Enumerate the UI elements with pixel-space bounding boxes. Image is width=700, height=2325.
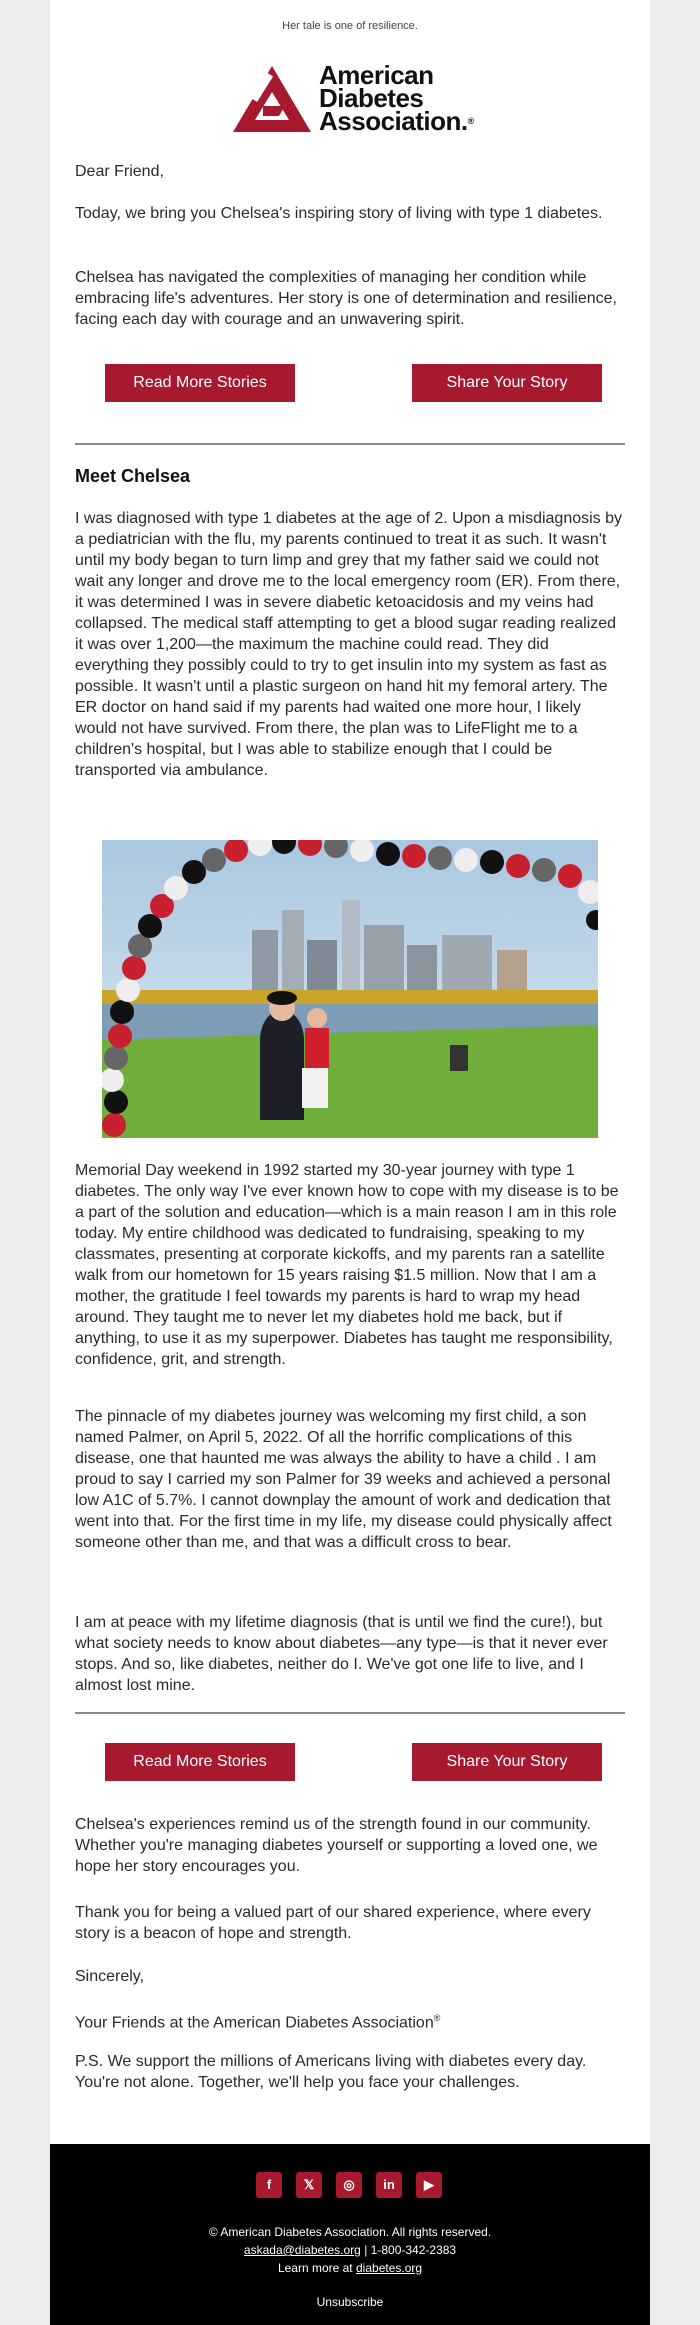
closing-paragraph-1: Chelsea's experiences remind us of the strength found in our community. Whether you're managing diabetes yourself or supporting a loved one, we hope her story encourages you. [75,1816,598,1875]
learn-more-prefix: Learn more at [277,2261,353,2275]
x-icon[interactable]: 𝕏 [296,2172,322,2198]
unsubscribe-link[interactable]: Unsubscribe [316,2295,384,2309]
contact-line [50,2243,650,2257]
ada-logo[interactable] [233,60,474,138]
footer [50,2144,650,2325]
divider [75,1712,625,1714]
facebook-icon[interactable]: f [256,2172,282,2198]
read-more-stories-button[interactable]: Read More Stories [105,1743,295,1781]
learn-more-line [50,2261,650,2275]
meet-chelsea-heading: Meet Chelsea [75,466,191,486]
logo-reg-mark: ® [467,116,474,126]
balloon-arch-photo [102,840,598,1138]
intro-paragraph-2: Chelsea has navigated the complexities of managing her condition while embracing life's adventures. Her story is one of determination and resilience, facing each day with courage and an unwavering spirit. [75,269,617,328]
phone-number: 1-800-342-2383 [370,2243,457,2257]
story-paragraph-3: The pinnacle of my diabetes journey was welcoming my first child, a son named Palmer, on April 5, 2022. Of all the horrific complications of this disease, one that haunted me was always the ability to have a child . I am proud to say I carried my son Palmer for 39 weeks and achieved a personal low A1C of 5.7%. I cannot downplay the amount of work and dedication that went into that. For the first time in my life, my disease could physically affect someone other than me, and that was a difficult cross to bear. [75,1408,612,1551]
linkedin-icon[interactable]: in [376,2172,402,2198]
share-your-story-button[interactable]: Share Your Story [412,1743,602,1781]
story-paragraph-1: I was diagnosed with type 1 diabetes at the age of 2. Upon a misdiagnosis by a pediatrician with the flu, my parents continued to treat it as such. It wasn't until my body began to turn limp and grey that my father said we could not wait any longer and drove me to the local emergency room (ER). From there, it was determined I was in severe diabetic ketoacidosis and my veins had collapsed. The medical staff attempting to get a blood sugar reading realized it was over 1,200—the maximum the machine could read. They did everything they possibly could to try to get insulin into my system as fast as possible. It wasn't until a plastic surgeon on hand hit my femoral artery. The ER doctor on hand said if my parents had waited one more hour, I likely would not have survived. From there, the plan was to LifeFlight me to a children's hospital, but I was able to stabilize enough that I could be transported via ambulance. [75,510,623,779]
story-paragraph-2: Memorial Day weekend in 1992 started my 30-year journey with type 1 diabetes. The only way I've ever known how to cope with my disease is to be a part of the solution and education—which is a main reason I am in this role today. My entire childhood was dedicated to fundraising, speaking to my classmates, presenting at corporate kickoffs, and my parents ran a satellite walk from our hometown for 15 years raising $1.5 million. Now that I am a mother, the gratitude I feel towards my parents is hard to wrap my head around. They taught me to never let my diabetes hold me back, but if anything, to use it as my superpower. Diabetes has taught me responsibility, confidence, grit, and strength. [75,1162,619,1368]
greeting: Dear Friend, [75,163,164,180]
signoff: Sincerely, [75,1968,145,1985]
story-paragraph-4: I am at peace with my lifetime diagnosis (that is until we find the cure!), but what society needs to know about diabetes—any type—is that it never ever stops. And so, like diabetes, neither do I. We've got one life to live, and I almost lost mine. [75,1614,608,1694]
email-link[interactable]: askada@diabetes.org [243,2243,361,2257]
chelsea-photo [102,840,598,1138]
instagram-icon[interactable]: ◎ [336,2172,362,2198]
separator: | [364,2243,368,2257]
ada-triangle-icon [233,66,311,132]
divider [75,443,625,445]
logo-line-3 [319,106,474,136]
logo-line-2: Diabetes [319,83,424,113]
signature-text: Your Friends at the American Diabetes Association [75,2014,434,2032]
signature [75,2008,625,2033]
email-body [50,0,650,2325]
preheader: Her tale is one of resilience. [282,20,418,32]
diabetes-org-link[interactable]: diabetes.org [356,2261,423,2275]
signature-reg-mark: ® [433,2013,441,2023]
closing-paragraph-2: Thank you for being a valued part of our shared experience, where every story is a beacon of hope and strength. [75,1904,591,1942]
copyright: © American Diabetes Association. All rights reserved. [208,2225,492,2239]
share-your-story-button[interactable]: Share Your Story [412,364,602,402]
logo-wordmark [319,60,474,136]
youtube-icon[interactable]: ▶ [416,2172,442,2198]
logo-line-1: American [319,60,434,90]
logo-line-3-text: Association. [319,106,468,136]
ps-paragraph: P.S. We support the millions of Americans living with diabetes every day. You're not alone. Together, we'll help you face your challenges. [75,2053,587,2091]
intro-paragraph-1: Today, we bring you Chelsea's inspiring story of living with type 1 diabetes. [75,205,603,222]
read-more-stories-button[interactable]: Read More Stories [105,364,295,402]
